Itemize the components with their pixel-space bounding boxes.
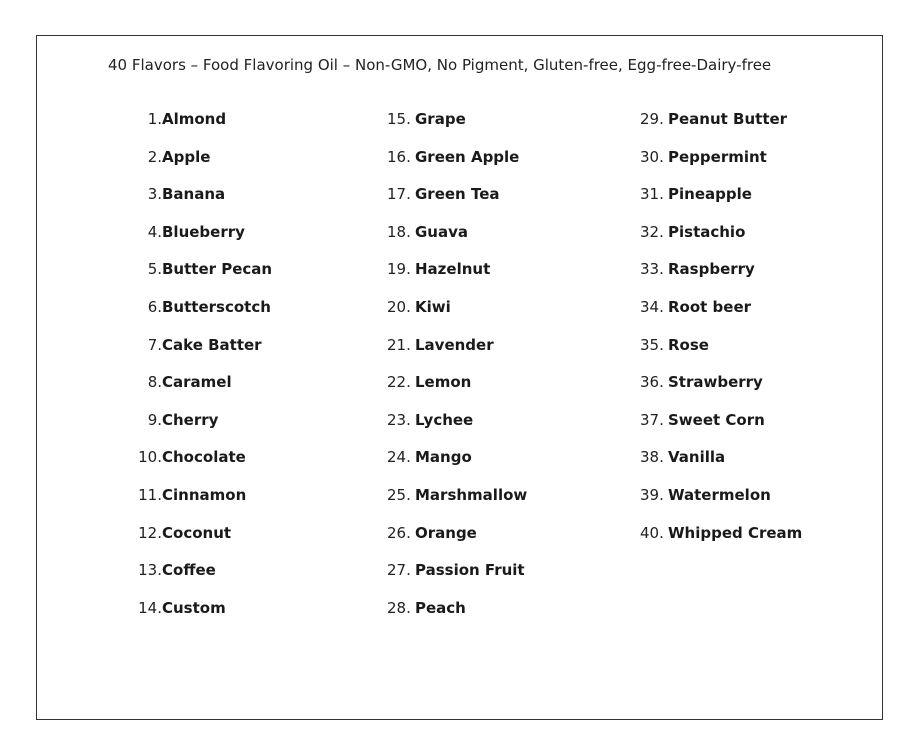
flavor-list-item [134, 183, 272, 221]
flavor-list-item [387, 296, 527, 334]
flavor-list-item [134, 108, 272, 146]
flavor-list-item [134, 258, 272, 296]
flavor-list-item [387, 446, 527, 484]
flavor-list-item [387, 409, 527, 447]
flavor-name: Green Tea [415, 185, 500, 204]
flavor-list-item [640, 296, 802, 334]
flavor-list-item [134, 484, 272, 522]
flavor-name: Grape [415, 110, 466, 128]
flavor-name: Coconut [162, 523, 232, 542]
flavor-name: Raspberry [668, 260, 755, 279]
flavor-name: Peppermint [668, 147, 767, 166]
flavor-name: Rose [668, 335, 709, 354]
flavor-name: Chocolate [162, 448, 246, 467]
flavor-number: 1. [147, 110, 162, 128]
flavor-number: 13. [138, 561, 162, 580]
flavor-list-item [387, 183, 527, 221]
flavor-number: 32. [640, 222, 664, 241]
flavor-name: Orange [415, 523, 477, 542]
flavor-number: 9. [147, 410, 162, 429]
flavor-name: Marshmallow [415, 485, 528, 504]
flavor-name: Peach [415, 598, 466, 617]
flavor-name: Guava [415, 222, 469, 241]
flavor-number: 12. [138, 523, 162, 542]
flavor-number: 23. [387, 410, 411, 429]
flavor-list-item [134, 296, 272, 334]
flavor-list-item [387, 522, 527, 560]
flavor-list-item [640, 522, 802, 560]
flavor-name: Cake Batter [162, 335, 262, 354]
flavor-number: 31. [640, 185, 664, 204]
flavor-number: 36. [640, 373, 664, 392]
flavor-list-item [640, 334, 802, 372]
flavor-name: Butter Pecan [162, 260, 273, 279]
flavor-number: 19. [387, 260, 411, 279]
flavor-list-item [640, 221, 802, 259]
flavor-number: 8. [147, 373, 162, 392]
flavor-number: 34. [640, 297, 664, 316]
flavor-number: 38. [640, 448, 664, 467]
flavor-list-item [387, 334, 527, 372]
flavor-name: Pistachio [668, 222, 746, 241]
flavor-number: 2. [147, 147, 162, 166]
flavor-name: Cherry [162, 410, 219, 429]
flavor-list-item [387, 258, 527, 296]
flavor-list-item [387, 484, 527, 522]
flavor-number: 14. [138, 598, 162, 617]
flavor-number: 5. [147, 260, 162, 279]
flavor-name: Caramel [162, 373, 232, 392]
flavor-list-item [387, 559, 527, 597]
flavor-number: 29. [640, 110, 664, 128]
flavor-number: 35. [640, 335, 664, 354]
flavor-name: Root beer [668, 297, 752, 316]
flavor-name: Coffee [162, 561, 216, 580]
flavor-list-item [134, 409, 272, 447]
flavor-number: 27. [387, 561, 411, 580]
flavor-number: 22. [387, 373, 411, 392]
flavor-list-item [640, 371, 802, 409]
flavor-number: 4. [147, 222, 162, 241]
flavor-list-item [640, 183, 802, 221]
flavor-list-item [134, 559, 272, 597]
flavor-list-item [640, 146, 802, 184]
flavor-list-item [134, 597, 272, 635]
flavor-name: Watermelon [668, 485, 771, 504]
flavor-name: Peanut Butter [668, 110, 788, 128]
flavor-number: 24. [387, 448, 411, 467]
flavor-column-2 [387, 108, 527, 634]
flavor-number: 18. [387, 222, 411, 241]
flavor-number: 11. [138, 485, 162, 504]
flavor-list-item [640, 108, 802, 146]
flavor-list-item [640, 258, 802, 296]
flavor-list-item [134, 522, 272, 560]
flavor-number: 37. [640, 410, 664, 429]
flavor-number: 15. [387, 110, 411, 128]
flavor-name: Green Apple [415, 147, 520, 166]
flavor-list-item [134, 371, 272, 409]
flavor-list-item [387, 146, 527, 184]
flavor-name: Pineapple [668, 185, 752, 204]
flavor-list-item [387, 221, 527, 259]
flavor-number: 7. [147, 335, 162, 354]
flavor-list-item [387, 597, 527, 635]
flavor-name: Almond [162, 110, 227, 128]
flavor-number: 30. [640, 147, 664, 166]
flavor-number: 33. [640, 260, 664, 279]
flavor-name: Hazelnut [415, 260, 491, 279]
flavor-number: 17. [387, 185, 411, 204]
flavor-number: 25. [387, 485, 411, 504]
flavor-number: 10. [138, 448, 162, 467]
flavor-name: Vanilla [668, 448, 726, 467]
flavor-name: Apple [162, 147, 211, 166]
document-title: 40 Flavors – Food Flavoring Oil – Non-GMO, No Pigment, Gluten-free, Egg-free-Dairy-free [108, 56, 772, 74]
flavor-name: Kiwi [415, 297, 451, 316]
flavor-list-item [134, 446, 272, 484]
flavor-number: 3. [147, 185, 162, 204]
flavor-name: Blueberry [162, 222, 245, 241]
flavor-name: Sweet Corn [668, 410, 765, 429]
flavor-list-item [387, 371, 527, 409]
flavor-name: Custom [162, 598, 226, 617]
flavor-list-item [640, 446, 802, 484]
flavor-name: Cinnamon [162, 485, 247, 504]
flavor-column-3 [640, 108, 802, 559]
flavor-list-item [134, 334, 272, 372]
flavor-number: 40. [640, 523, 664, 542]
flavor-number: 6. [147, 297, 162, 316]
flavor-name: Whipped Cream [668, 523, 803, 542]
flavor-number: 26. [387, 523, 411, 542]
flavor-list-item [134, 146, 272, 184]
flavor-name: Lavender [415, 335, 494, 354]
flavor-name: Butterscotch [162, 297, 271, 316]
flavor-column-1 [134, 108, 272, 634]
flavor-list-item [640, 484, 802, 522]
flavor-name: Lemon [415, 373, 472, 392]
flavor-number: 39. [640, 485, 664, 504]
flavor-name: Passion Fruit [415, 561, 525, 580]
flavor-list-item [387, 108, 527, 146]
flavor-number: 21. [387, 335, 411, 354]
flavor-list-item [134, 221, 272, 259]
flavor-number: 16. [387, 147, 411, 166]
flavor-name: Strawberry [668, 373, 763, 392]
flavor-name: Mango [415, 448, 472, 467]
flavor-number: 28. [387, 598, 411, 617]
flavor-number: 20. [387, 297, 411, 316]
flavor-name: Lychee [415, 410, 474, 429]
flavor-name: Banana [162, 185, 226, 204]
flavor-list-item [640, 409, 802, 447]
